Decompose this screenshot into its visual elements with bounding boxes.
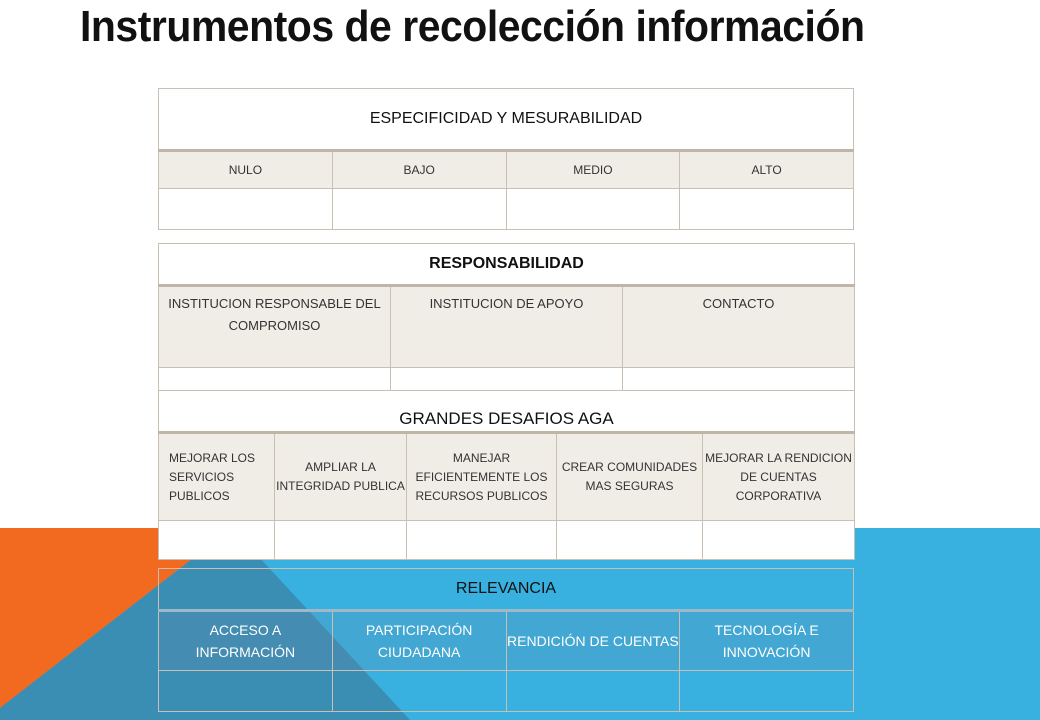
column-nulo: NULO (159, 151, 333, 189)
column-acceso-informacion: ACCESO A INFORMACIÓN (159, 611, 333, 671)
empty-cell[interactable] (332, 671, 506, 712)
column-rendicion-cuentas: RENDICIÓN DE CUENTAS (506, 611, 680, 671)
page-title: Instrumentos de recolección información (80, 2, 865, 51)
especificidad-header: ESPECIFICIDAD Y MESURABILIDAD (159, 89, 854, 151)
empty-cell[interactable] (506, 671, 680, 712)
column-bajo: BAJO (332, 151, 506, 189)
column-mejorar-rendicion: MEJORAR LA RENDICION DE CUENTAS CORPORATIVA (703, 433, 855, 521)
empty-cell[interactable] (680, 189, 854, 230)
empty-cell[interactable] (703, 521, 855, 560)
column-tecnologia-innovacion: TECNOLOGÍA E INNOVACIÓN (680, 611, 854, 671)
column-manejar-recursos: MANEJAR EFICIENTEMENTE LOS RECURSOS PUBLICOS (407, 433, 557, 521)
column-alto: ALTO (680, 151, 854, 189)
column-ampliar-integridad: AMPLIAR LA INTEGRIDAD PUBLICA (275, 433, 407, 521)
column-contacto: CONTACTO (623, 286, 855, 368)
empty-cell[interactable] (557, 521, 703, 560)
column-institucion-apoyo: INSTITUCION DE APOYO (391, 286, 623, 368)
column-participacion-ciudadana: PARTICIPACIÓN CIUDADANA (332, 611, 506, 671)
desafios-header: GRANDES DESAFIOS AGA (159, 391, 855, 433)
relevancia-header: RELEVANCIA (159, 569, 854, 611)
responsabilidad-header: RESPONSABILIDAD (159, 244, 855, 286)
empty-cell[interactable] (159, 521, 275, 560)
empty-cell[interactable] (407, 521, 557, 560)
column-institucion-responsable: INSTITUCION RESPONSABLE DEL COMPROMISO (159, 286, 391, 368)
empty-cell[interactable] (275, 521, 407, 560)
empty-cell[interactable] (680, 671, 854, 712)
empty-cell[interactable] (159, 189, 333, 230)
empty-cell[interactable] (332, 189, 506, 230)
relevancia-table (158, 568, 854, 712)
especificidad-table (158, 88, 854, 230)
empty-cell[interactable] (506, 189, 680, 230)
empty-cell[interactable] (159, 671, 333, 712)
desafios-table (158, 390, 855, 560)
column-mejorar-servicios: MEJORAR LOS SERVICIOS PUBLICOS (159, 433, 275, 521)
column-medio: MEDIO (506, 151, 680, 189)
responsabilidad-table (158, 243, 855, 407)
column-crear-comunidades: CREAR COMUNIDADES MAS SEGURAS (557, 433, 703, 521)
